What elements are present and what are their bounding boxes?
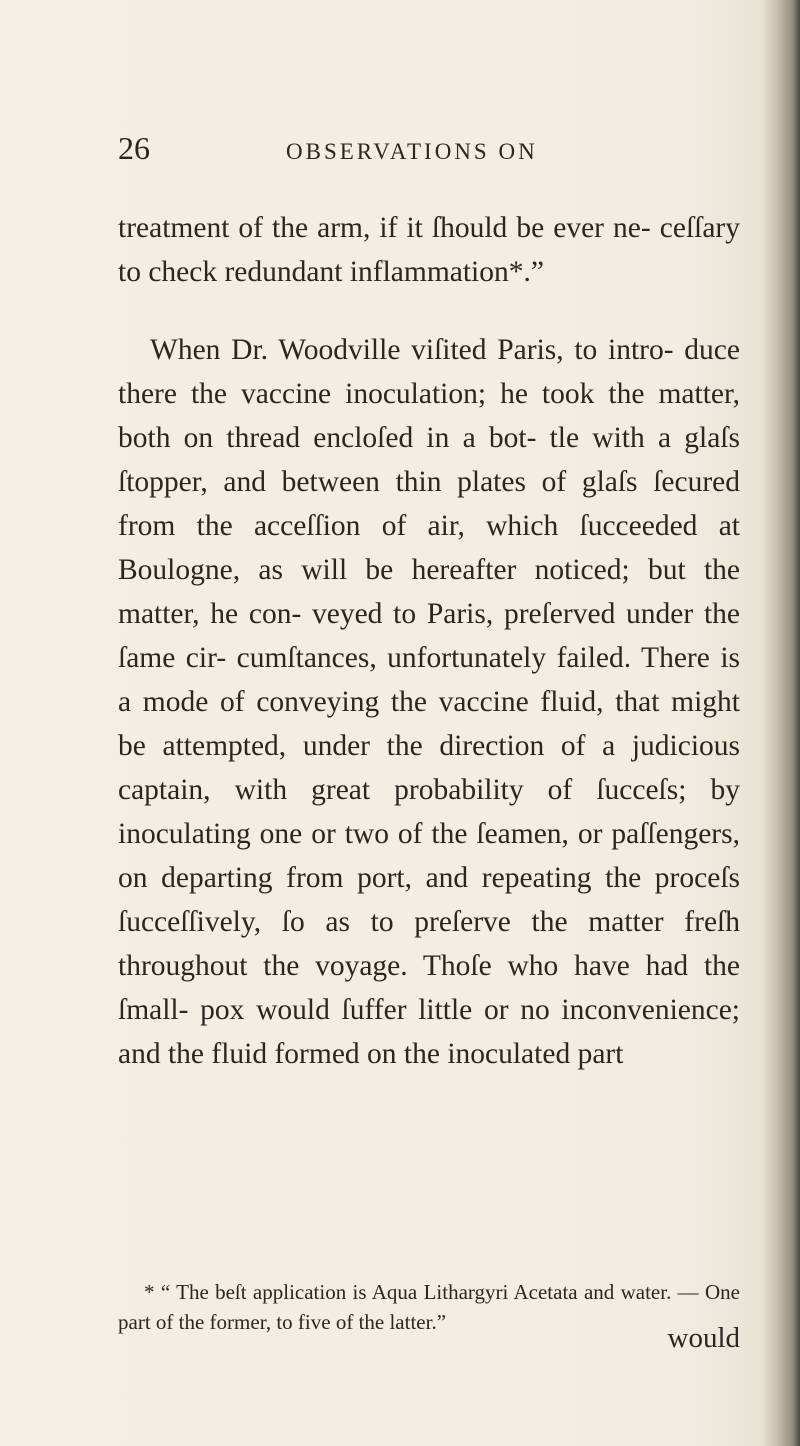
running-head: OBSERVATIONS ON <box>286 139 538 164</box>
page-number: 26 <box>118 130 150 166</box>
catchword: would <box>667 1322 740 1354</box>
page-header <box>118 128 738 178</box>
body-text <box>118 206 740 1076</box>
paragraph-gap <box>118 294 740 328</box>
paragraph: treatment of the arm, if it ſhould be ever ne- ceſſary to check redundant inflammation*.” <box>118 212 740 288</box>
footnote: * “ The beſt application is Aqua Lithargyri Acetata and water. — One part of the former, to five of the latter.” <box>118 1280 740 1334</box>
paragraph: When Dr. Woodville viſited Paris, to intro- duce there the vaccine inoculation; he took the matter, both on thread encloſed in a bot- tle with a glaſs ſtopper, and between thin plates of glaſs ſecured from the acceſſion of air, which ſucceeded at Boulogne, as will be hereafter noticed; but the matter, he con- veyed to Paris, preſerved under the ſame cir- cumſtances, unfortunately failed. There is a mode of conveying the vaccine fluid, that might be attempted, under the direction of a judicious captain, with great probability of ſucceſs; by inoculating one or two of the ſeamen, or paſſengers, on departing from port, and repeating the proceſs ſucceſſively, ſo as to preſerve the matter freſh throughout the voyage. Thoſe who have had the ſmall- pox would ſuffer little or no inconvenience; and the fluid formed on the inoculated part <box>118 334 740 1070</box>
page-spine-shadow <box>762 0 800 1446</box>
